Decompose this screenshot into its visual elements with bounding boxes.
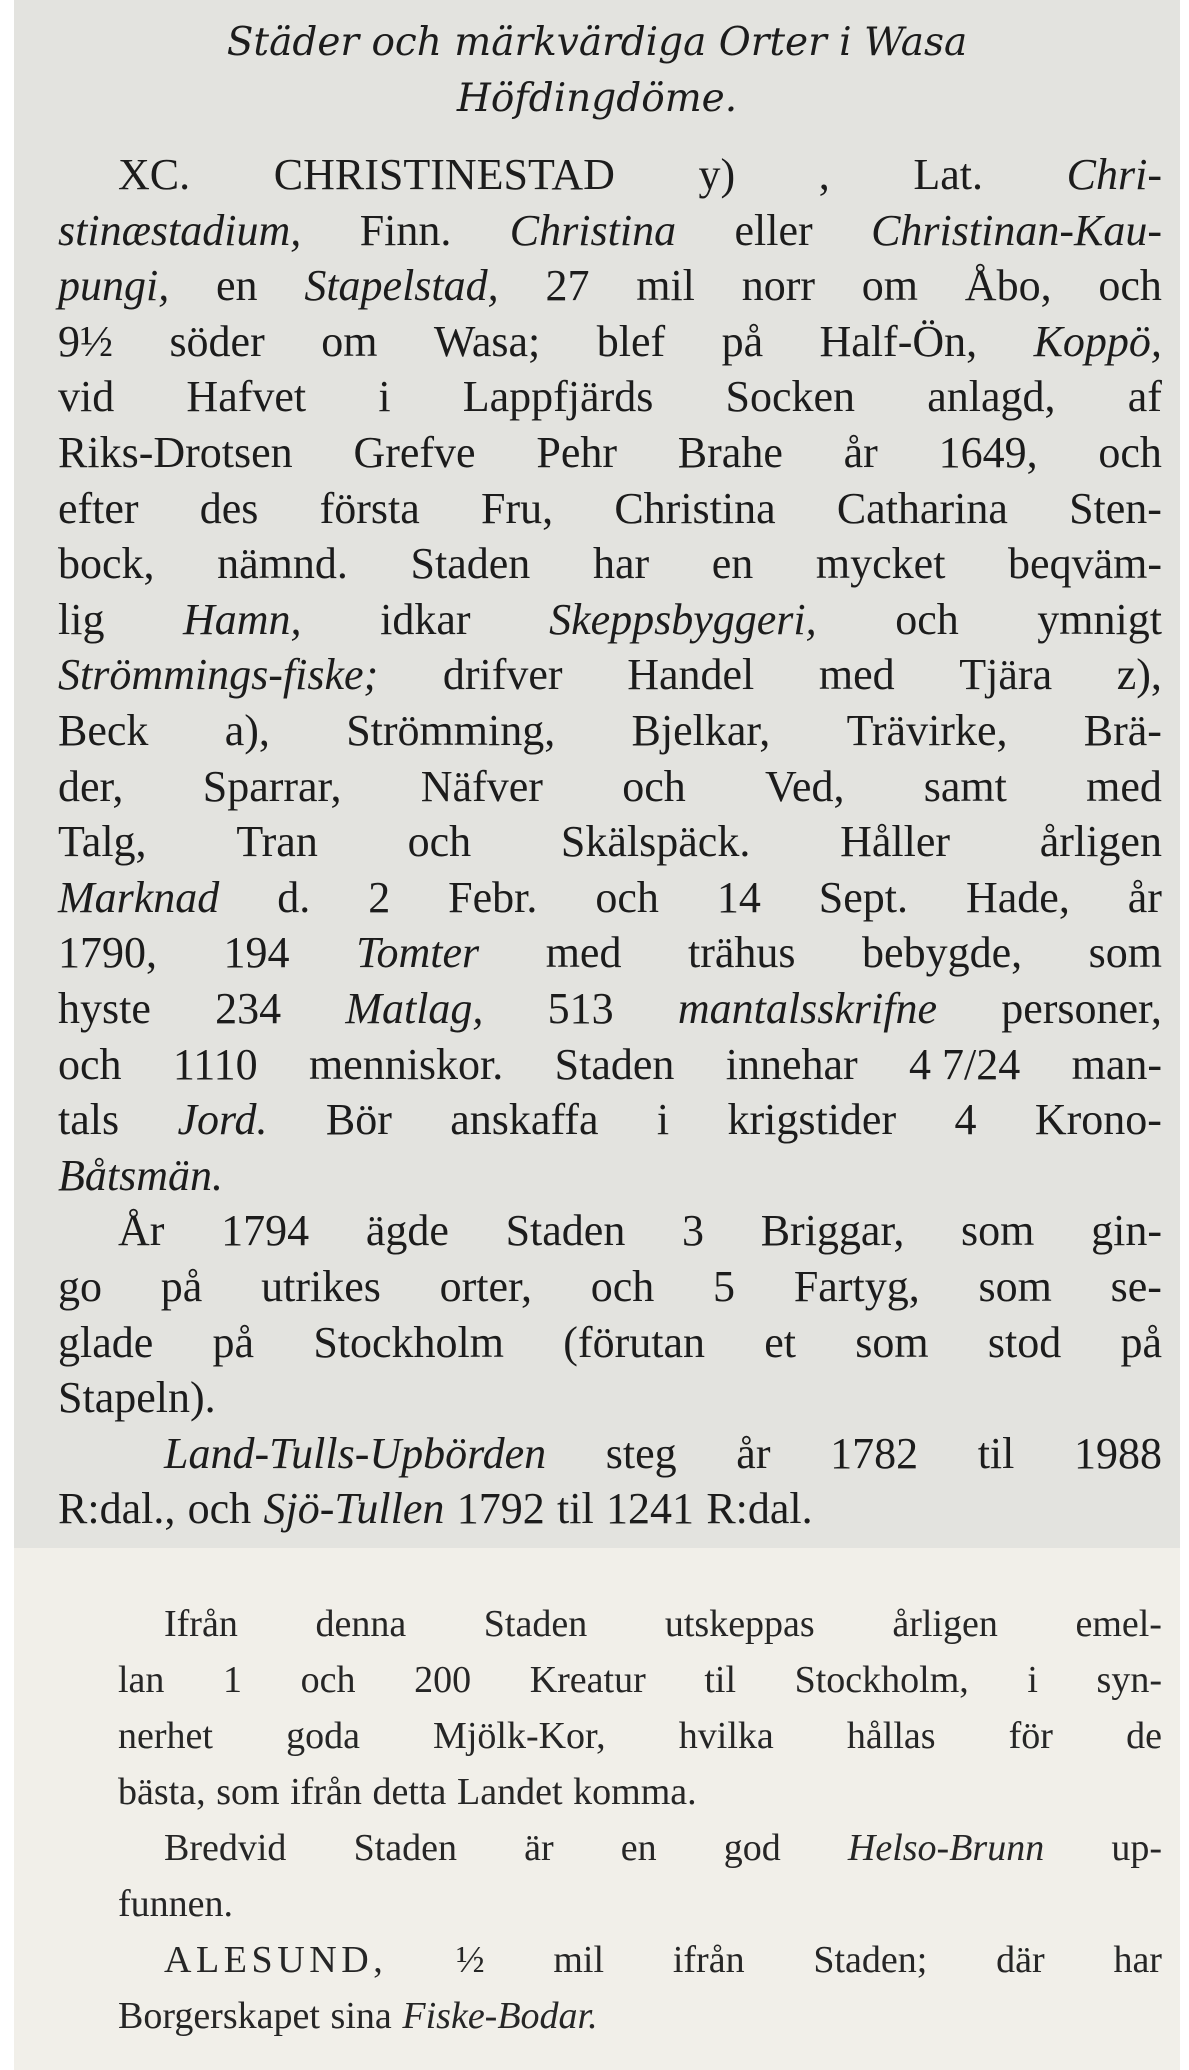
word: Finn. (359, 205, 452, 255)
upper-text-line (58, 315, 1162, 369)
word: steg (605, 1428, 677, 1478)
word: Fru, (481, 483, 554, 533)
word: Pehr (536, 428, 618, 477)
word: Staden; (813, 1939, 928, 1981)
word: 4 7/24 (909, 1039, 1021, 1089)
word: första (319, 483, 420, 533)
word: Sept. (818, 872, 909, 922)
word: 2 (368, 872, 391, 922)
word: som (978, 1262, 1052, 1311)
word: 1 (223, 1659, 243, 1701)
word: beqväm- (1008, 539, 1162, 589)
word: Christinan-Kau- (871, 205, 1162, 255)
word: Christina (614, 483, 776, 533)
word: på (212, 1317, 255, 1367)
word: Sjö-Tullen (263, 1484, 445, 1534)
upper-text-line (118, 148, 1162, 202)
word: Riks-Drotsen (58, 428, 293, 477)
word: krigstider (727, 1095, 897, 1145)
word: go (58, 1262, 102, 1311)
word: och (590, 1262, 655, 1311)
word: som (216, 1771, 280, 1813)
word: Lappfjärds (462, 372, 654, 422)
word: Bredvid (164, 1827, 287, 1869)
upper-text-line (58, 982, 1162, 1036)
word: blef (596, 316, 666, 366)
upper-text-line (58, 259, 1162, 313)
word: Matlag, (345, 984, 484, 1033)
word: Mjölk-Kor, (433, 1715, 606, 1757)
word: årligen (892, 1603, 998, 1645)
word: i (378, 372, 391, 422)
word: R:dal. (706, 1484, 813, 1534)
word: med (818, 650, 895, 700)
word: Socken (725, 372, 856, 422)
word: sina (330, 1995, 392, 2037)
word: til (557, 1484, 594, 1534)
word: Stapelstad, (304, 261, 499, 311)
word: 234 (215, 984, 282, 1033)
word: vid (58, 372, 115, 422)
word: och (595, 872, 659, 922)
word: (förutan (563, 1317, 705, 1367)
word: År (118, 1206, 165, 1256)
word: ½ (456, 1939, 485, 1981)
word: Borgerskapet (118, 1995, 320, 2037)
word: en (711, 539, 754, 589)
word: hvilka (678, 1715, 774, 1757)
word: til (977, 1428, 1015, 1478)
word: 1649, (938, 428, 1038, 477)
word: stod (987, 1317, 1062, 1367)
word: Håller (840, 817, 951, 867)
word: år (736, 1428, 771, 1478)
upper-text-line (58, 760, 1162, 814)
lower-text-line (118, 1656, 1162, 1704)
word: är (524, 1827, 554, 1869)
word: nerhet (118, 1715, 213, 1757)
upper-text-line (58, 1482, 1162, 1536)
word: nämnd. (217, 539, 348, 589)
running-header-line-2: Höfdingdöme. (456, 76, 738, 121)
word: et (764, 1317, 796, 1367)
word: i (656, 1095, 670, 1145)
word: Kreatur (529, 1659, 646, 1701)
upper-text-block (14, 0, 1180, 1548)
lower-text-line (164, 1936, 1162, 1984)
word: Strömming, (346, 706, 556, 755)
word: Half-Ön, (819, 316, 978, 366)
word: des (199, 483, 259, 533)
word: Krono- (1034, 1095, 1162, 1145)
word: Tjära (959, 650, 1053, 700)
word: Hamn, (183, 594, 302, 644)
upper-text-line (58, 1149, 1162, 1203)
word: menniskor. (308, 1039, 504, 1089)
word: i (1027, 1659, 1038, 1701)
word: med (545, 928, 622, 978)
word: 1794 (221, 1206, 310, 1256)
word: Bör (325, 1095, 392, 1145)
word: som (855, 1317, 929, 1367)
word: 1110 (172, 1039, 258, 1089)
word: glade (58, 1317, 154, 1367)
word: Brä- (1083, 706, 1162, 755)
word: och (300, 1659, 356, 1701)
word: Sten- (1069, 483, 1162, 533)
word: 9½ (58, 316, 113, 366)
word: 1241 (606, 1484, 695, 1534)
word: se- (1110, 1262, 1162, 1311)
word: för (1008, 1715, 1053, 1757)
upper-text-line (58, 537, 1162, 591)
word: til (704, 1659, 737, 1701)
word: utskeppas (664, 1603, 815, 1645)
word: god (723, 1827, 781, 1869)
word: 14 (716, 872, 761, 922)
upper-text-line (58, 704, 1162, 758)
word: lan (118, 1659, 165, 1701)
word: bästa, (118, 1771, 206, 1813)
word: , (818, 150, 830, 199)
word: Ved, (765, 761, 845, 811)
word: idkar (380, 594, 471, 644)
word: Båtsmän. (58, 1150, 223, 1200)
word: utrikes (261, 1262, 381, 1311)
word: Staden (505, 1206, 626, 1256)
word: 513 (547, 984, 614, 1033)
word: komma. (573, 1771, 697, 1813)
word: år (1127, 872, 1162, 922)
word: Chri- (1066, 150, 1162, 199)
word: mantalsskrifne (677, 984, 937, 1033)
word: Briggar, (760, 1206, 905, 1256)
word: man- (1071, 1039, 1162, 1089)
word: hyste (58, 984, 151, 1033)
word: Trävirke, (846, 706, 1008, 755)
word: samt (923, 761, 1007, 811)
word: och (895, 594, 959, 644)
word: a), (224, 706, 270, 755)
word: Stapeln). (58, 1373, 216, 1423)
lower-text-line (164, 1600, 1162, 1648)
word: norr (741, 261, 815, 311)
word: af (1127, 372, 1162, 422)
word: och (58, 1039, 122, 1089)
word: 1790, (58, 928, 157, 978)
word: om (861, 261, 919, 311)
word: ymnigt (1037, 594, 1162, 644)
word: personer, (1001, 984, 1162, 1033)
upper-text-line (58, 370, 1162, 424)
word: gin- (1091, 1206, 1162, 1256)
word: och (187, 1484, 252, 1534)
word: y) (698, 150, 736, 199)
word: årligen (1039, 817, 1162, 867)
word: goda (286, 1715, 360, 1757)
upper-text-line (58, 648, 1162, 702)
word: ifrån (290, 1771, 362, 1813)
scanned-page (14, 0, 1180, 2070)
word: hållas (846, 1715, 936, 1757)
upper-text-line (58, 815, 1162, 869)
upper-text-line (58, 426, 1162, 480)
word: Staden (483, 1603, 588, 1645)
word: Stockholm (313, 1317, 505, 1367)
word: der, (58, 761, 124, 811)
word: Jord. (177, 1095, 268, 1145)
word: Strömmings-fiske; (58, 650, 379, 700)
word: eller (734, 205, 813, 255)
word: söder (169, 316, 265, 366)
word: CHRISTINESTAD (273, 150, 615, 199)
lower-text-line (118, 1880, 1162, 1928)
lower-text-line (164, 1824, 1162, 1872)
word: Grefve (353, 428, 476, 477)
word: om (321, 316, 378, 366)
word: har (1113, 1939, 1162, 1981)
word: de (1126, 1715, 1162, 1757)
lower-text-block (14, 1548, 1180, 2070)
word: syn- (1096, 1659, 1162, 1701)
word: pungi, (58, 261, 170, 311)
word: Wasa; (433, 316, 541, 366)
word: lig (58, 594, 105, 644)
word: och (622, 761, 686, 811)
word: Handel (627, 650, 755, 700)
word: drifver (442, 650, 563, 700)
word: Landet (457, 1771, 563, 1813)
word: ALESUND, (164, 1939, 388, 1981)
word: med (1086, 761, 1162, 811)
word: Skälspäck. (560, 817, 751, 867)
upper-text-line (58, 1371, 1162, 1425)
word: Ifrån (164, 1603, 238, 1645)
lower-text-line (118, 1712, 1162, 1760)
word: 1782 (830, 1428, 919, 1478)
word: Hade, (965, 872, 1070, 922)
word: en (216, 261, 258, 311)
word: bebygde, (862, 928, 1023, 978)
word: up- (1111, 1827, 1162, 1869)
word: som (1088, 928, 1162, 978)
word: Koppö, (1033, 316, 1162, 366)
word: innehar (725, 1039, 858, 1089)
word: d. (277, 872, 311, 922)
word: Lat. (913, 150, 984, 199)
upper-text-line (164, 1427, 1162, 1481)
word: 1988 (1074, 1428, 1162, 1478)
upper-text-line (58, 204, 1162, 258)
upper-text-line (58, 926, 1162, 980)
word: stinæstadium, (58, 205, 302, 255)
upper-text-line (58, 593, 1162, 647)
upper-text-line (118, 1204, 1162, 1258)
word: på (721, 316, 764, 366)
word: Fiske-Bodar. (402, 1995, 598, 2037)
word: Stockholm, (794, 1659, 969, 1701)
word: detta (372, 1771, 447, 1813)
word: 200 (414, 1659, 472, 1701)
word: mycket (815, 539, 946, 589)
word: Åbo, (964, 261, 1052, 311)
word: denna (315, 1603, 407, 1645)
word: Land-Tulls-Upbörden (164, 1428, 547, 1478)
word: bock, (58, 539, 155, 589)
word: Tran (236, 817, 318, 867)
word: XC. (118, 150, 191, 199)
upper-text-line (58, 482, 1162, 536)
word: efter (58, 483, 139, 533)
upper-text-line (58, 1316, 1162, 1370)
word: Staden (410, 539, 531, 589)
word: Brahe (677, 428, 783, 477)
word: Tomter (356, 928, 480, 978)
word: mil (553, 1939, 605, 1981)
word: Bjelkar, (631, 706, 771, 755)
lower-text-line (118, 1768, 1162, 1816)
word: har (592, 539, 650, 589)
upper-text-line (58, 1260, 1162, 1314)
word: 5 (713, 1262, 736, 1311)
word: R:dal., (58, 1484, 176, 1534)
word: på (160, 1262, 203, 1311)
upper-text-line (58, 1093, 1162, 1147)
word: z), (1116, 650, 1162, 700)
word: 4 (954, 1095, 977, 1145)
word: på (1120, 1317, 1162, 1367)
word: mil (636, 261, 695, 311)
word: ägde (365, 1206, 449, 1256)
word: anskaffa (450, 1095, 599, 1145)
word: Helso-Brunn (847, 1827, 1045, 1869)
word: 27 (545, 261, 590, 311)
word: år (843, 428, 878, 477)
word: Skeppsbyggeri, (549, 594, 817, 644)
word: och (407, 817, 472, 867)
word: 194 (223, 928, 290, 978)
word: Marknad (58, 872, 220, 922)
word: trähus (687, 928, 796, 978)
running-header-line-1: Städer och märkvärdiga Orter i Wasa (226, 20, 968, 65)
word: Fartyg, (793, 1262, 920, 1311)
upper-text-line (58, 1038, 1162, 1092)
word: Christina (509, 205, 677, 255)
word: 1792 (456, 1484, 545, 1534)
lower-text-line (118, 1992, 1162, 2040)
word: Sparrar, (202, 761, 342, 811)
word: Staden (353, 1827, 457, 1869)
word: Näfver (420, 761, 543, 811)
word: Beck (58, 706, 149, 755)
word: Hafvet (186, 372, 307, 422)
word: anlagd, (927, 372, 1056, 422)
word: Talg, (58, 817, 147, 867)
word: ifrån (672, 1939, 745, 1981)
word: och (1098, 261, 1162, 311)
word: en (620, 1827, 657, 1869)
word: och (1098, 428, 1162, 477)
word: orter, (439, 1262, 532, 1311)
word: Catharina (836, 483, 1008, 533)
word: funnen. (118, 1883, 234, 1925)
word: som (961, 1206, 1035, 1256)
upper-text-line (58, 871, 1162, 925)
word: emel- (1075, 1603, 1162, 1645)
word: tals (58, 1095, 120, 1145)
word: Febr. (448, 872, 538, 922)
word: Staden (554, 1039, 675, 1089)
word: där (996, 1939, 1045, 1981)
word: 3 (682, 1206, 705, 1256)
